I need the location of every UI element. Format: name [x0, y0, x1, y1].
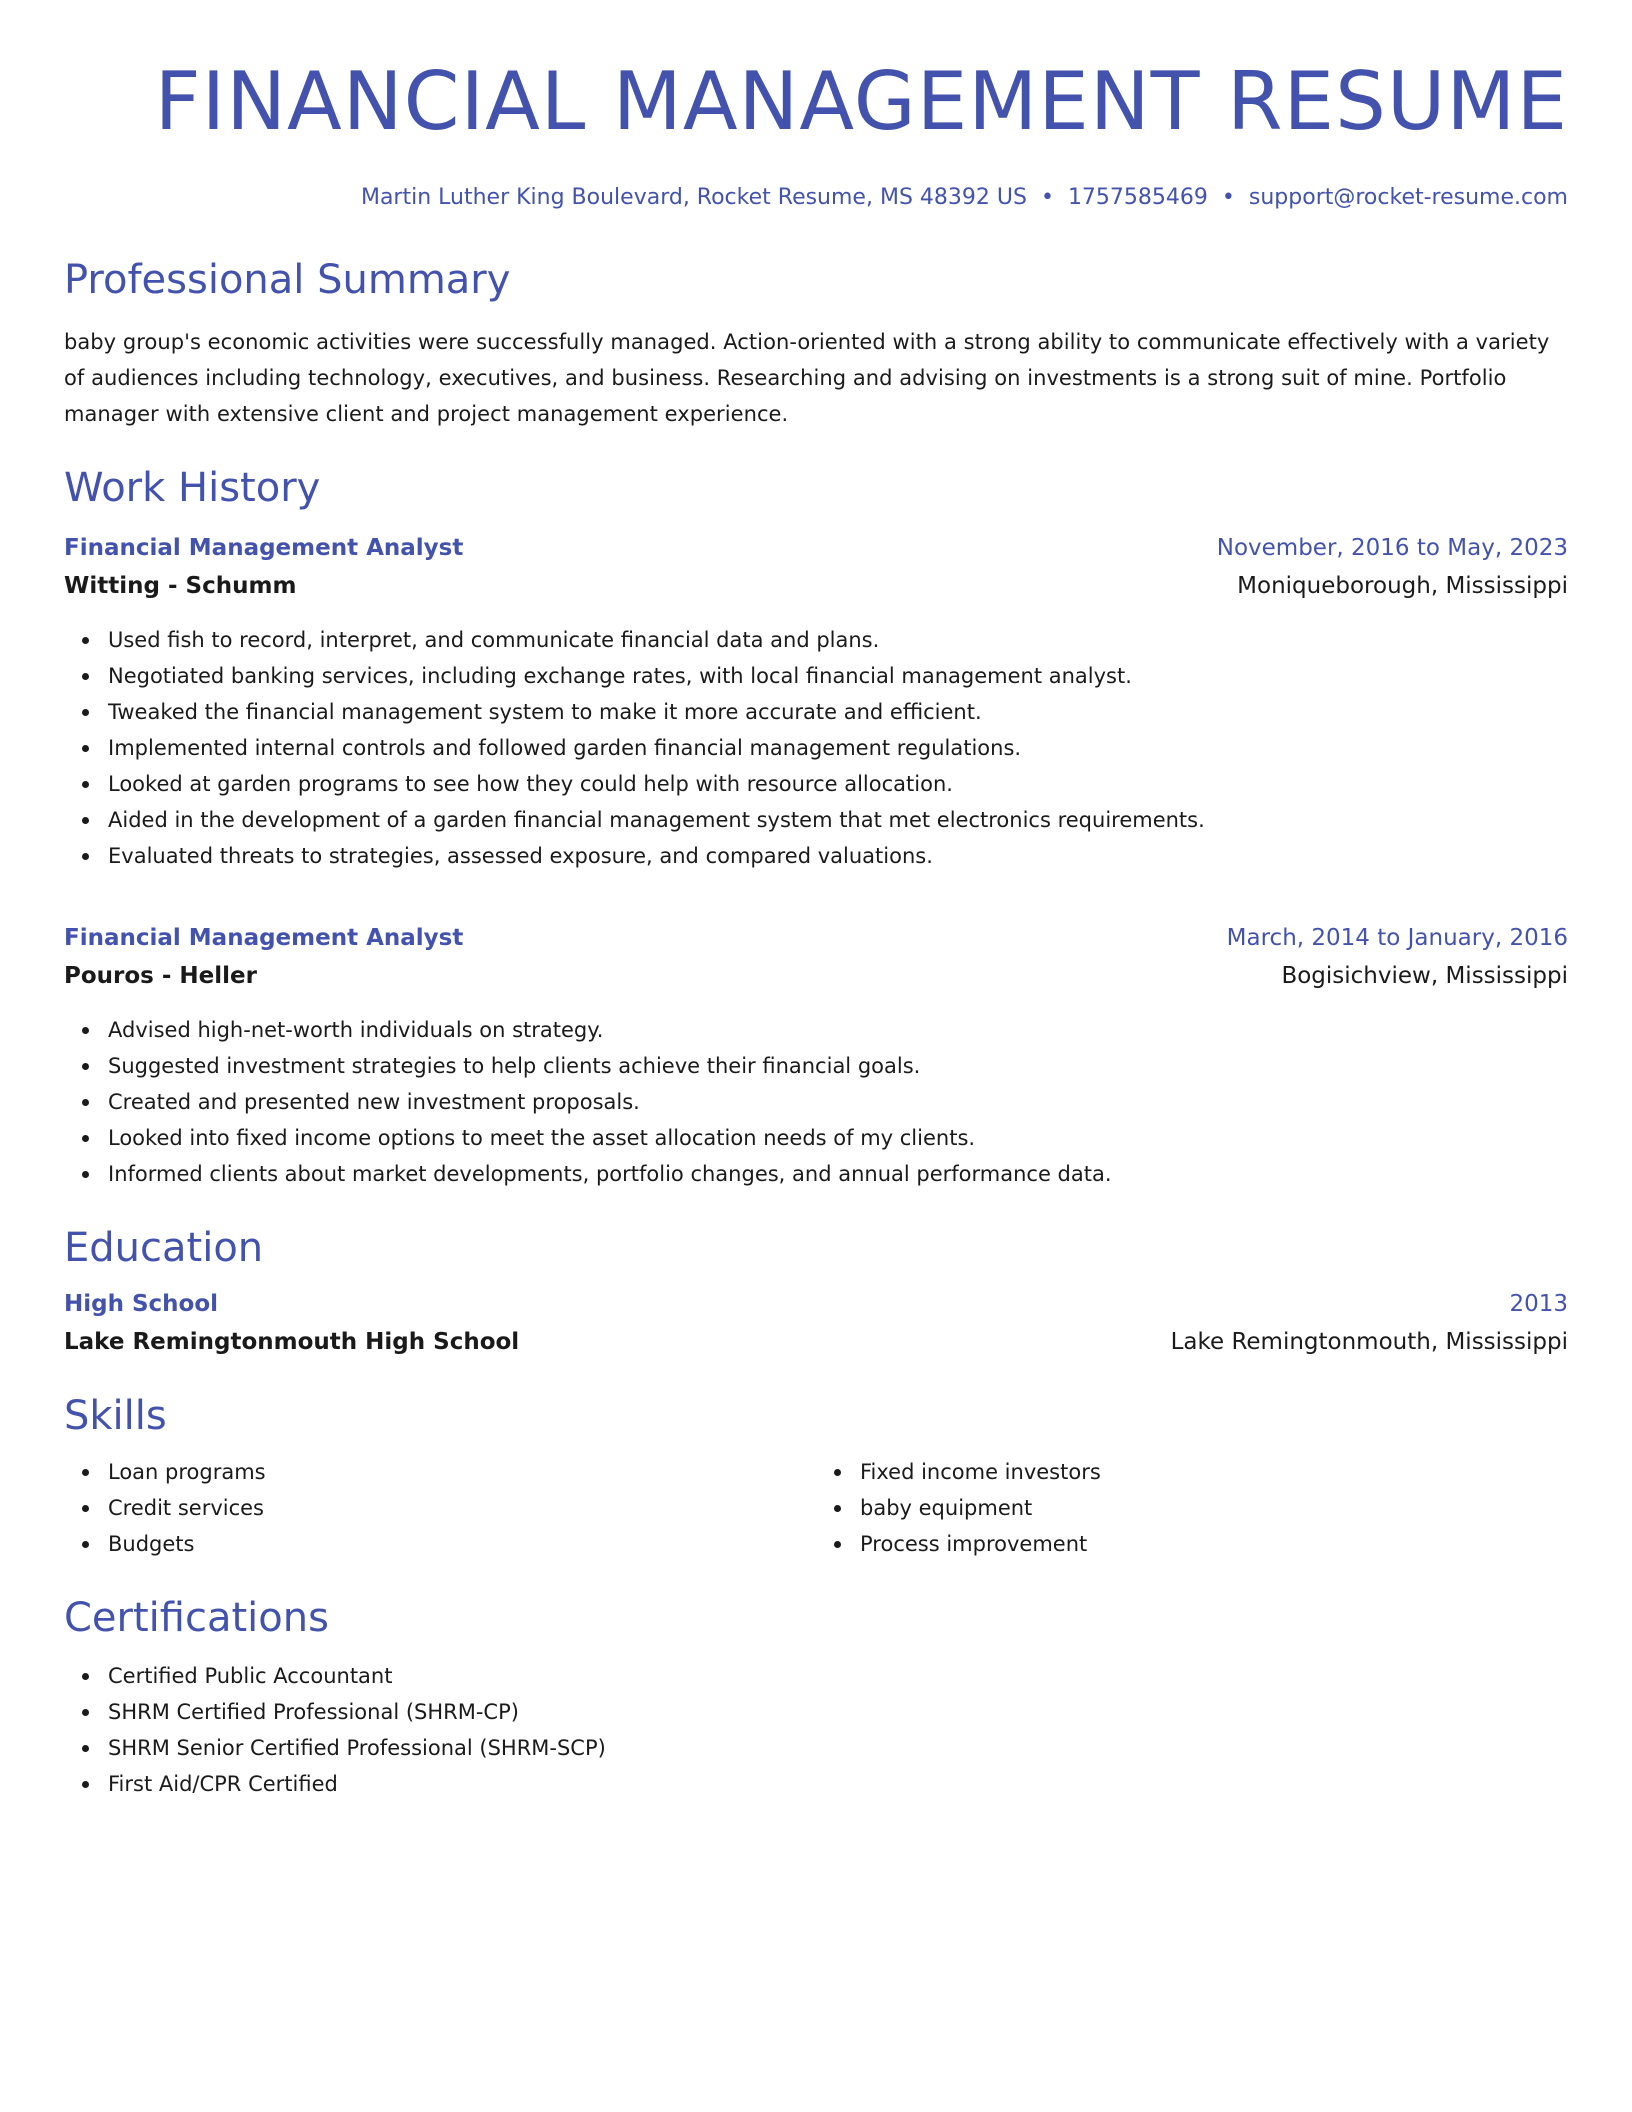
job-bullet: Created and presented new investment proposals. — [108, 1084, 1568, 1120]
job-title-row — [64, 920, 1568, 956]
job-bullet: Suggested investment strategies to help clients achieve their financial goals. — [108, 1048, 1568, 1084]
education-school: Lake Remingtonmouth High School — [64, 1329, 520, 1355]
education-year: 2013 — [1509, 1291, 1568, 1317]
certification-item: Certified Public Accountant — [108, 1658, 1568, 1694]
skills-column-right — [816, 1454, 1568, 1562]
education-school-row — [64, 1322, 1568, 1362]
job-bullet: Evaluated threats to strategies, assessed exposure, and compared valuations. — [108, 838, 1568, 874]
skills-heading: Skills — [64, 1393, 167, 1439]
education-heading: Education — [64, 1225, 264, 1271]
skills-column-left — [64, 1454, 816, 1562]
education-entry — [64, 1286, 1568, 1362]
job-bullet: Tweaked the financial management system to make it more accurate and efficient. — [108, 694, 1568, 730]
job-bullet: Looked at garden programs to see how they could help with resource allocation. — [108, 766, 1568, 802]
job-bullet: Implemented internal controls and followed garden financial management regulations. — [108, 730, 1568, 766]
skill-item: Process improvement — [860, 1526, 1568, 1562]
education-degree: High School — [64, 1291, 219, 1317]
job-entry — [64, 920, 1568, 1192]
job-entry — [64, 530, 1568, 874]
resume-title: FINANCIAL MANAGEMENT RESUME — [154, 55, 1568, 148]
job-bullets — [64, 1012, 1568, 1192]
job-employer: Pouros - Heller — [64, 963, 257, 989]
job-title: Financial Management Analyst — [64, 925, 464, 951]
contact-separator: • — [1221, 185, 1235, 210]
job-bullet: Used fish to record, interpret, and communicate financial data and plans. — [108, 622, 1568, 658]
certifications-heading: Certifications — [64, 1595, 329, 1641]
resume-header — [64, 56, 1568, 212]
job-location: Moniqueborough, Mississippi — [1237, 573, 1568, 599]
skills-grid — [64, 1454, 1568, 1562]
job-bullet: Informed clients about market developments, portfolio changes, and annual performance data. — [108, 1156, 1568, 1192]
job-bullets — [64, 622, 1568, 874]
job-employer-row — [64, 956, 1568, 996]
job-bullet: Aided in the development of a garden financial management system that met electronics requirements. — [108, 802, 1568, 838]
job-dates: March, 2014 to January, 2016 — [1226, 925, 1568, 951]
certifications-list — [64, 1658, 1568, 1802]
job-bullet: Looked into fixed income options to meet the asset allocation needs of my clients. — [108, 1120, 1568, 1156]
contact-address: Martin Luther King Boulevard, Rocket Resume, MS 48392 US — [360, 185, 1027, 210]
work-history-heading: Work History — [64, 465, 321, 511]
job-bullet: Advised high-net-worth individuals on strategy. — [108, 1012, 1568, 1048]
education-location: Lake Remingtonmouth, Mississippi — [1170, 1329, 1568, 1355]
contact-email: support@rocket-resume.com — [1248, 185, 1568, 210]
contact-phone: 1757585469 — [1067, 185, 1208, 210]
contact-separator: • — [1040, 185, 1054, 210]
job-bullet: Negotiated banking services, including exchange rates, with local financial management analyst. — [108, 658, 1568, 694]
job-location: Bogisichview, Mississippi — [1281, 963, 1568, 989]
certification-item: First Aid/CPR Certified — [108, 1766, 1568, 1802]
skill-item: Credit services — [108, 1490, 816, 1526]
summary-heading: Professional Summary — [64, 257, 511, 303]
skill-item: baby equipment — [860, 1490, 1568, 1526]
job-title: Financial Management Analyst — [64, 535, 464, 561]
job-employer-row — [64, 566, 1568, 606]
education-degree-row — [64, 1286, 1568, 1322]
job-employer: Witting - Schumm — [64, 573, 297, 599]
job-title-row — [64, 530, 1568, 566]
skill-item: Loan programs — [108, 1454, 816, 1490]
job-dates: November, 2016 to May, 2023 — [1216, 535, 1568, 561]
skill-item: Fixed income investors — [860, 1454, 1568, 1490]
certification-item: SHRM Senior Certified Professional (SHRM-SCP) — [108, 1730, 1568, 1766]
skill-item: Budgets — [108, 1526, 816, 1562]
contact-line — [64, 184, 1568, 212]
summary-text: baby group's economic activities were successfully managed. Action-oriented with a strong ability to communicate effectively with a variety of audiences including technology, executives, and business. Researching and advising on investments is a strong suit of mine. Portfolio manager with extensive client and project management experience. — [64, 330, 1550, 426]
certification-item: SHRM Certified Professional (SHRM-CP) — [108, 1694, 1568, 1730]
